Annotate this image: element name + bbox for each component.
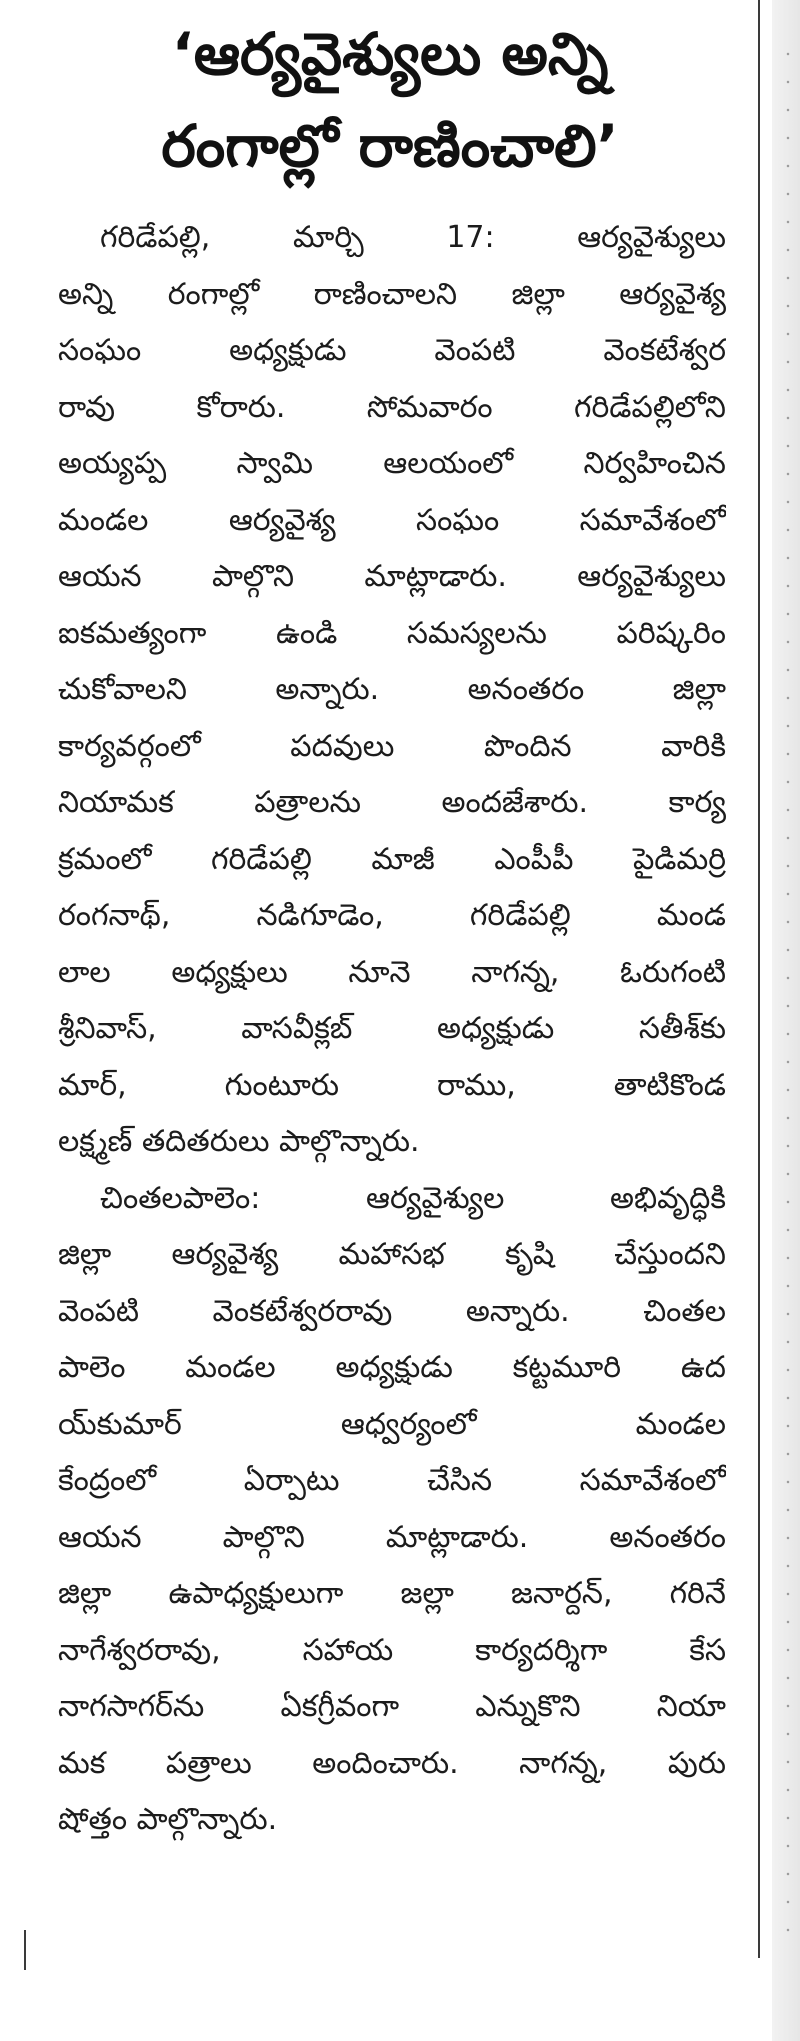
article-line: మార్, గుంటూరు రాము, తాటికొండ: [58, 1067, 726, 1103]
article-line: అన్ని రంగాల్లో రాణించాలని జిల్లా ఆర్యవైశ్య: [58, 276, 726, 312]
adjacent-column-texture: [786, 40, 790, 1940]
article-line: చుకోవాలని అన్నారు. అనంతరం జిల్లా: [58, 672, 726, 707]
article-line: లాల అధ్యక్షులు నూనె నాగన్న, ఓరుగంటి: [58, 954, 726, 990]
article-line: య్‌కుమార్ ఆధ్వర్యంలో మండల: [58, 1406, 726, 1442]
headline-line-1: ‘ఆర్యవైశ్యులు అన్ని: [171, 20, 609, 88]
article-line: జిల్లా ఉపాధ్యక్షులుగా జల్లా జనార్దన్, గరినే: [58, 1576, 726, 1611]
article-line: చింతలపాలెం: ఆర్యవైశ్యుల అభివృద్ధికి: [100, 1180, 726, 1216]
article-line: పాలెం మండల అధ్యక్షుడు కట్టమూరి ఉద: [58, 1350, 726, 1385]
article-line: నాగసాగర్‌ను ఏకగ్రీవంగా ఎన్నుకొని నియా: [58, 1689, 726, 1724]
article-line: రావు కోరారు. సోమవారం గరిడేపల్లిలోని: [58, 389, 726, 425]
article-line: నియామక పత్రాలను అందజేశారు. కార్య: [58, 785, 726, 820]
article-line: లక్ష్మణ్ తదితరులు పాల్గొన్నారు.: [58, 1124, 420, 1159]
column-divider-stub: [24, 1930, 26, 1970]
article-line: రంగనాథ్, నడిగూడెం, గరిడేపల్లి మండ: [58, 898, 726, 933]
article-line: సంఘం అధ్యక్షుడు వెంపటి వెంకటేశ్వర: [58, 333, 726, 368]
article-body: [58, 210, 726, 1849]
article-line: శ్రీనివాస్, వాసవీక్లబ్ అధ్యక్షుడు సతీశ్‌కు: [58, 1011, 726, 1046]
article-line: గరిడేపల్లి, మార్చి 17: ఆర్యవైశ్యులు: [100, 220, 726, 255]
article-line: అయ్యప్ప స్వామి ఆలయంలో నిర్వహించిన: [58, 446, 726, 481]
headline-line-2: రంగాల్లో రాణించాలి’: [161, 112, 619, 180]
article-line: ఆయన పాల్గొని మాట్లాడారు. అనంతరం: [58, 1519, 726, 1555]
article-line: నాగేశ్వరరావు, సహాయ కార్యదర్శిగా కేస: [58, 1632, 726, 1668]
article-headline: [40, 8, 740, 192]
article-line: కేంద్రంలో ఏర్పాటు చేసిన సమావేశంలో: [58, 1463, 726, 1498]
article-line: క్రమంలో గరిడేపల్లి మాజీ ఎంపీపీ పైడిమర్రి: [58, 841, 726, 877]
article-paragraph-2: [58, 1171, 726, 1849]
article-line: మండల ఆర్యవైశ్య సంఘం సమావేశంలో: [58, 502, 726, 538]
column-divider-rule: [758, 0, 760, 1958]
article-line: ఐకమత్యంగా ఉండి సమస్యలను పరిష్కరిం: [58, 615, 726, 651]
article-line: మక పత్రాలు అందించారు. నాగన్న, పురు: [58, 1745, 726, 1781]
article-line: ఆయన పాల్గొని మాట్లాడారు. ఆర్యవైశ్యులు: [58, 559, 726, 594]
article-line: వెంపటి వెంకటేశ్వరరావు అన్నారు. చింతల: [58, 1293, 726, 1329]
article-paragraph-1: [58, 210, 726, 1171]
article-line: షోత్తం పాల్గొన్నారు.: [58, 1802, 278, 1837]
article-line: జిల్లా ఆర్యవైశ్య మహాసభ కృషి చేస్తుందని: [58, 1237, 726, 1272]
article-line: కార్యవర్గంలో పదవులు పొందిన వారికి: [58, 728, 726, 764]
